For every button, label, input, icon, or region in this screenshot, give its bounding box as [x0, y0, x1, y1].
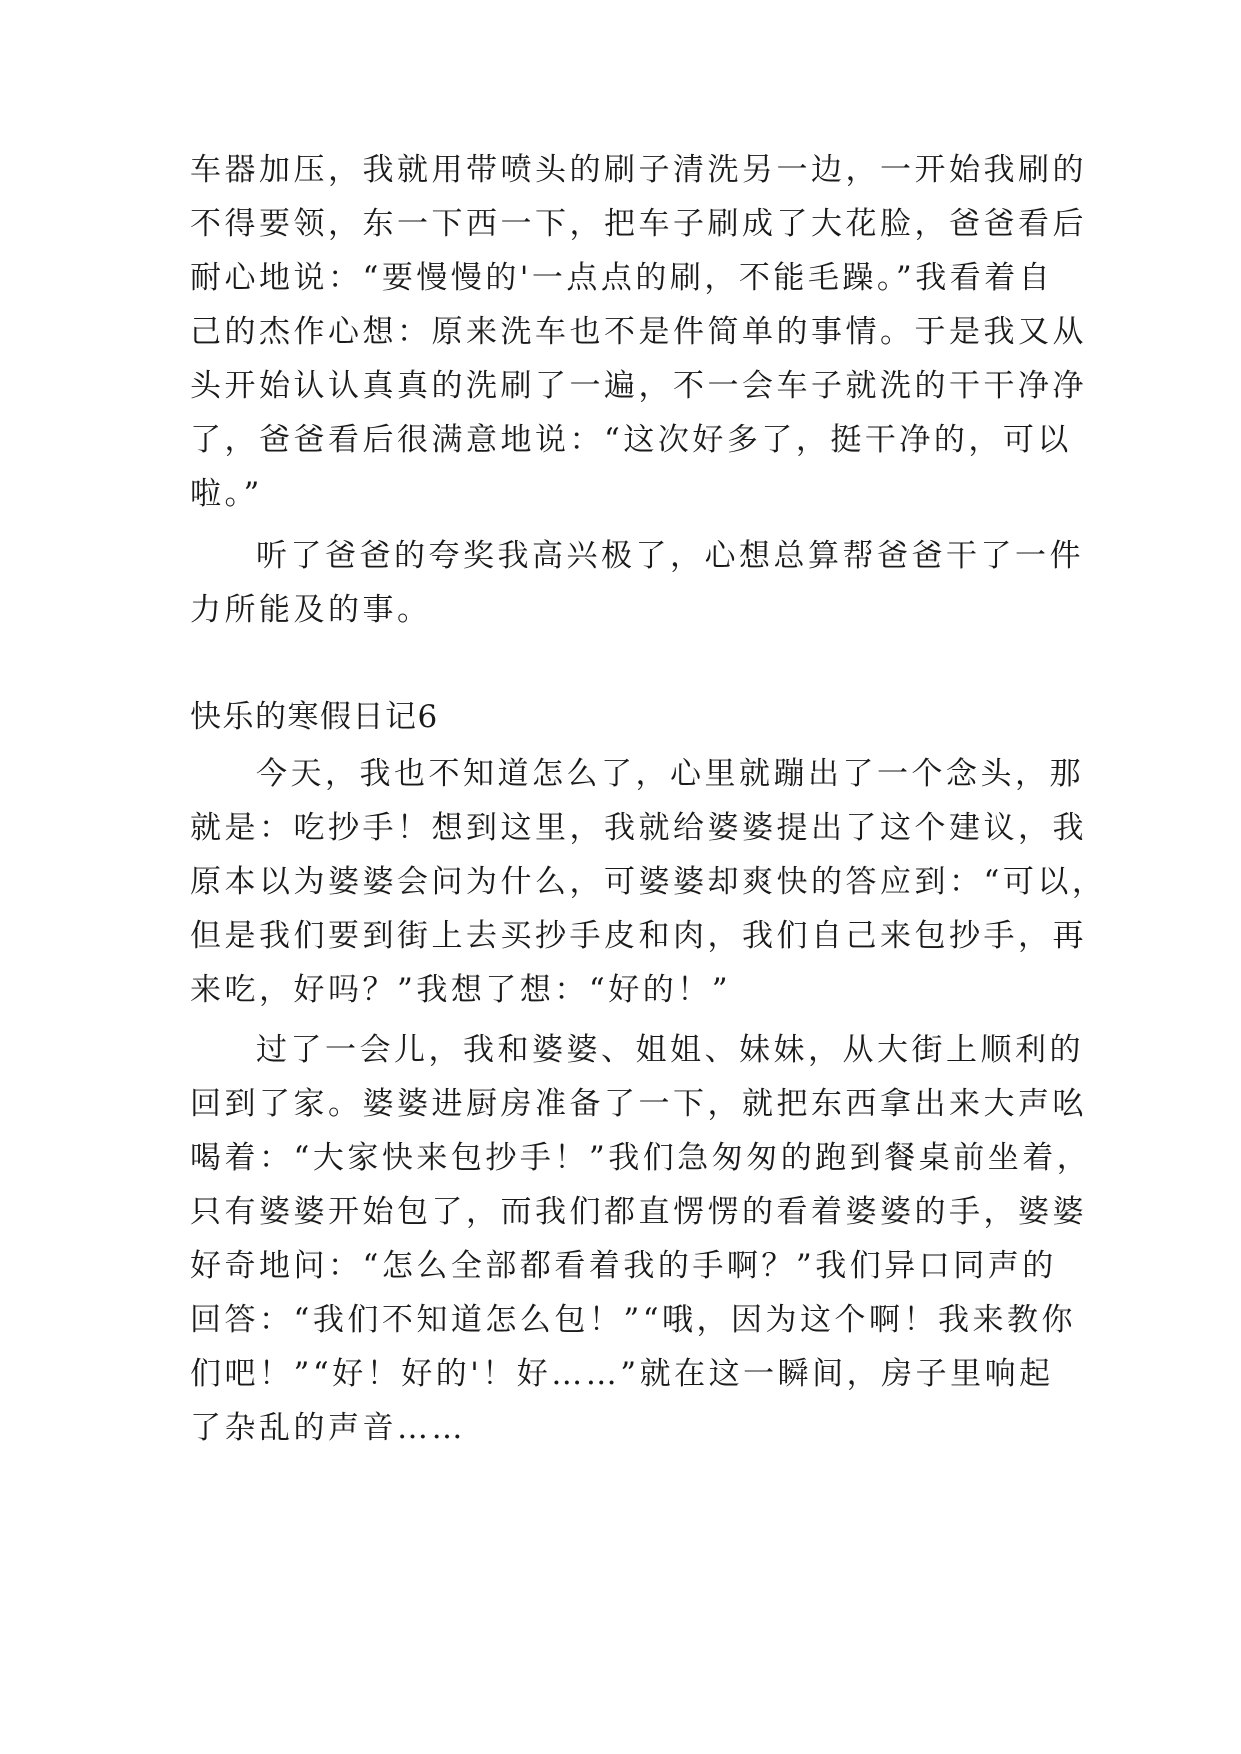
paragraph-line: 只有婆婆开始包了，而我们都直愣愣的看着婆婆的手，婆婆 — [190, 1194, 1087, 1230]
paragraph-line: 了杂乱的声音…… — [190, 1410, 466, 1446]
paragraph-line: 己的杰作心想：原来洗车也不是件简单的事情。于是我又从 — [190, 314, 1087, 350]
paragraph-line: 了，爸爸看后很满意地说：“这次好多了，挺干净的，可以 — [190, 422, 1072, 458]
paragraph-line: 好奇地问：“怎么全部都看着我的手啊？”我们异口同声的 — [190, 1248, 1057, 1284]
paragraph-line: 啦。” — [190, 476, 263, 512]
paragraph-line: 回到了家。婆婆进厨房准备了一下，就把东西拿出来大声吆 — [190, 1086, 1087, 1122]
paragraph-line: 原本以为婆婆会问为什么，可婆婆却爽快的答应到：“可以， — [190, 864, 1107, 900]
paragraph-line: 回答：“我们不知道怎么包！”“哦，因为这个啊！我来教你 — [190, 1302, 1077, 1338]
paragraph-line: 头开始认认真真的洗刷了一遍，不一会车子就洗的干干净净 — [190, 368, 1087, 404]
paragraph-line: 就是：吃抄手！想到这里，我就给婆婆提出了这个建议，我 — [190, 810, 1087, 846]
paragraph-line: 但是我们要到街上去买抄手皮和肉，我们自己来包抄手，再 — [190, 918, 1087, 954]
paragraph-line: 今天，我也不知道怎么了，心里就蹦出了一个念头，那 — [256, 756, 1084, 792]
paragraph-line: 们吧！”“好！好的'！好……”就在这一瞬间，房子里响起 — [190, 1356, 1054, 1392]
paragraph-line: 来吃，好吗？”我想了想：“好的！” — [190, 972, 732, 1008]
section-title: 快乐的寒假日记6 — [190, 699, 439, 735]
paragraph-line: 力所能及的事。 — [190, 592, 432, 628]
paragraph-line: 听了爸爸的夸奖我高兴极了，心想总算帮爸爸干了一件 — [256, 538, 1084, 574]
paragraph-line: 过了一会儿，我和婆婆、姐姐、妹妹，从大街上顺利的 — [256, 1032, 1084, 1068]
paragraph-line: 车器加压，我就用带喷头的刷子清洗另一边，一开始我刷的 — [190, 152, 1087, 188]
paragraph-line: 不得要领，东一下西一下，把车子刷成了大花脸，爸爸看后 — [190, 206, 1087, 242]
paragraph-line: 喝着：“大家快来包抄手！”我们急匆匆的跑到餐桌前坐着， — [190, 1140, 1092, 1176]
paragraph-line: 耐心地说：“要慢慢的'一点点的刷，不能毛躁。”我看着自 — [190, 260, 1054, 296]
